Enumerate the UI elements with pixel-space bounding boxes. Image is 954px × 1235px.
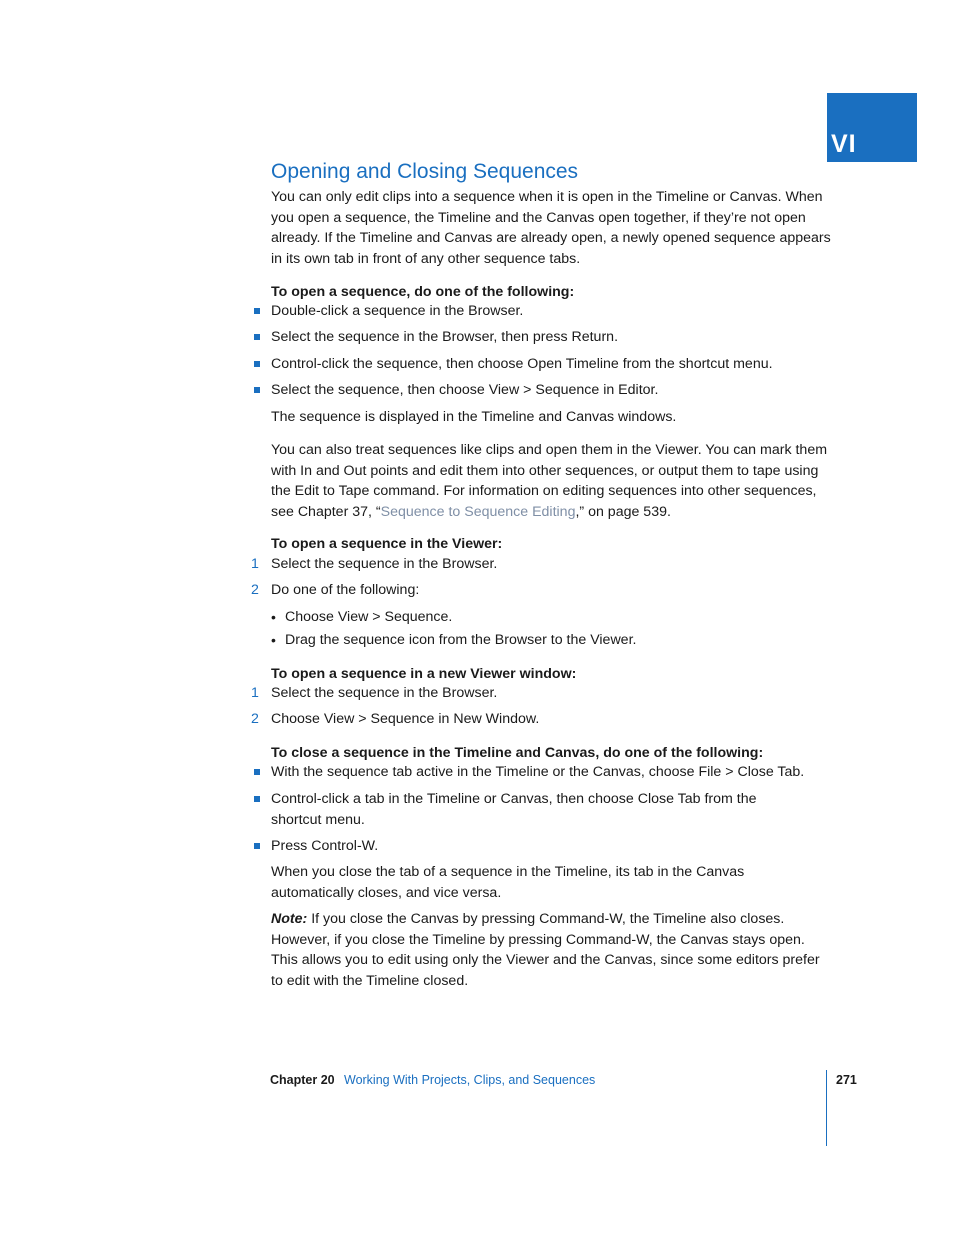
bullet-square-icon xyxy=(254,387,260,393)
list-item: Press Control-W. xyxy=(271,838,379,854)
step-number: 1 xyxy=(251,556,259,572)
page-number: 271 xyxy=(836,1073,857,1087)
list-item: With the sequence tab active in the Timeline or the Canvas, choose File > Close Tab. xyxy=(271,764,805,780)
footer-chapter: Chapter 20 xyxy=(270,1073,335,1087)
bullet-square-icon xyxy=(254,843,260,849)
new-viewer-heading: To open a sequence in a new Viewer window: xyxy=(271,666,577,682)
list-item: Control-click a tab in the Timeline or Canvas, then choose Close Tab from the shortcut menu. xyxy=(271,791,757,828)
viewer-para-after: ,” on page 539. xyxy=(575,503,671,520)
list-item: Double-click a sequence in the Browser. xyxy=(271,303,524,319)
note-label: Note: xyxy=(271,911,308,927)
list-item: Control-click the sequence, then choose Open Timeline from the shortcut menu. xyxy=(271,356,773,372)
open-heading: To open a sequence, do one of the following: xyxy=(271,284,575,300)
step-number: 2 xyxy=(251,582,259,598)
list-item: Select the sequence in the Browser, then press Return. xyxy=(271,329,619,345)
bullet-square-icon xyxy=(254,769,260,775)
viewer-para-before: You can also treat sequences like clips and open them in the Viewer. You can mark them with In and Out points and edit them into other sequences, or output them to tape using the Edit to Tape command. For information on editing sequences into other sequences, see Chapter 37, “ xyxy=(271,442,828,520)
part-tab-label: VI xyxy=(831,130,857,158)
bullet-square-icon xyxy=(254,361,260,367)
close-heading: To close a sequence in the Timeline and Canvas, do one of the following: xyxy=(271,745,764,761)
step-number: 2 xyxy=(251,711,259,727)
bullet-square-icon xyxy=(254,334,260,340)
bullet-square-icon xyxy=(254,796,260,802)
step-text: Select the sequence in the Browser. xyxy=(271,685,498,701)
open-result: The sequence is displayed in the Timeline and Canvas windows. xyxy=(271,409,677,425)
sub-bullet: Choose View > Sequence. xyxy=(285,609,453,625)
note-text: If you close the Canvas by pressing Command-W, the Timeline also closes. However, if you close the Timeline by pressing Command-W, the Canvas stays open. This allows you to edit using only the Viewer and the Canvas, since some editors prefer to edit with the Timeline closed. xyxy=(271,911,820,989)
part-tab xyxy=(827,93,917,162)
sub-bullet: Drag the sequence icon from the Browser to the Viewer. xyxy=(285,632,637,648)
footer-divider xyxy=(826,1070,827,1146)
viewer-paragraph xyxy=(271,440,831,522)
step-number: 1 xyxy=(251,685,259,701)
note-paragraph xyxy=(271,909,831,991)
step-text: Choose View > Sequence in New Window. xyxy=(271,711,540,727)
step-text: Select the sequence in the Browser. xyxy=(271,556,498,572)
intro-paragraph: You can only edit clips into a sequence when it is open in the Timeline or Canvas. When you open a sequence, the Timeline and the Canvas open together, if they’re not open already. If the Timeline and Canvas are already open, a newly opened sequence appears in its own tab in front of any other sequence tabs. xyxy=(271,189,831,267)
bullet-square-icon xyxy=(254,308,260,314)
step-text: Do one of the following: xyxy=(271,582,420,598)
list-item: Select the sequence, then choose View > Sequence in Editor. xyxy=(271,382,659,398)
footer-chapter-title: Working With Projects, Clips, and Sequences xyxy=(344,1073,596,1087)
section-title: Opening and Closing Sequences xyxy=(271,160,579,183)
close-result: When you close the tab of a sequence in the Timeline, its tab in the Canvas automatically closes, and vice versa. xyxy=(271,864,745,901)
cross-reference-link[interactable]: Sequence to Sequence Editing xyxy=(380,503,576,520)
viewer-heading: To open a sequence in the Viewer: xyxy=(271,536,503,552)
bullet-dot-icon: • xyxy=(271,609,276,625)
bullet-dot-icon: • xyxy=(271,632,276,648)
